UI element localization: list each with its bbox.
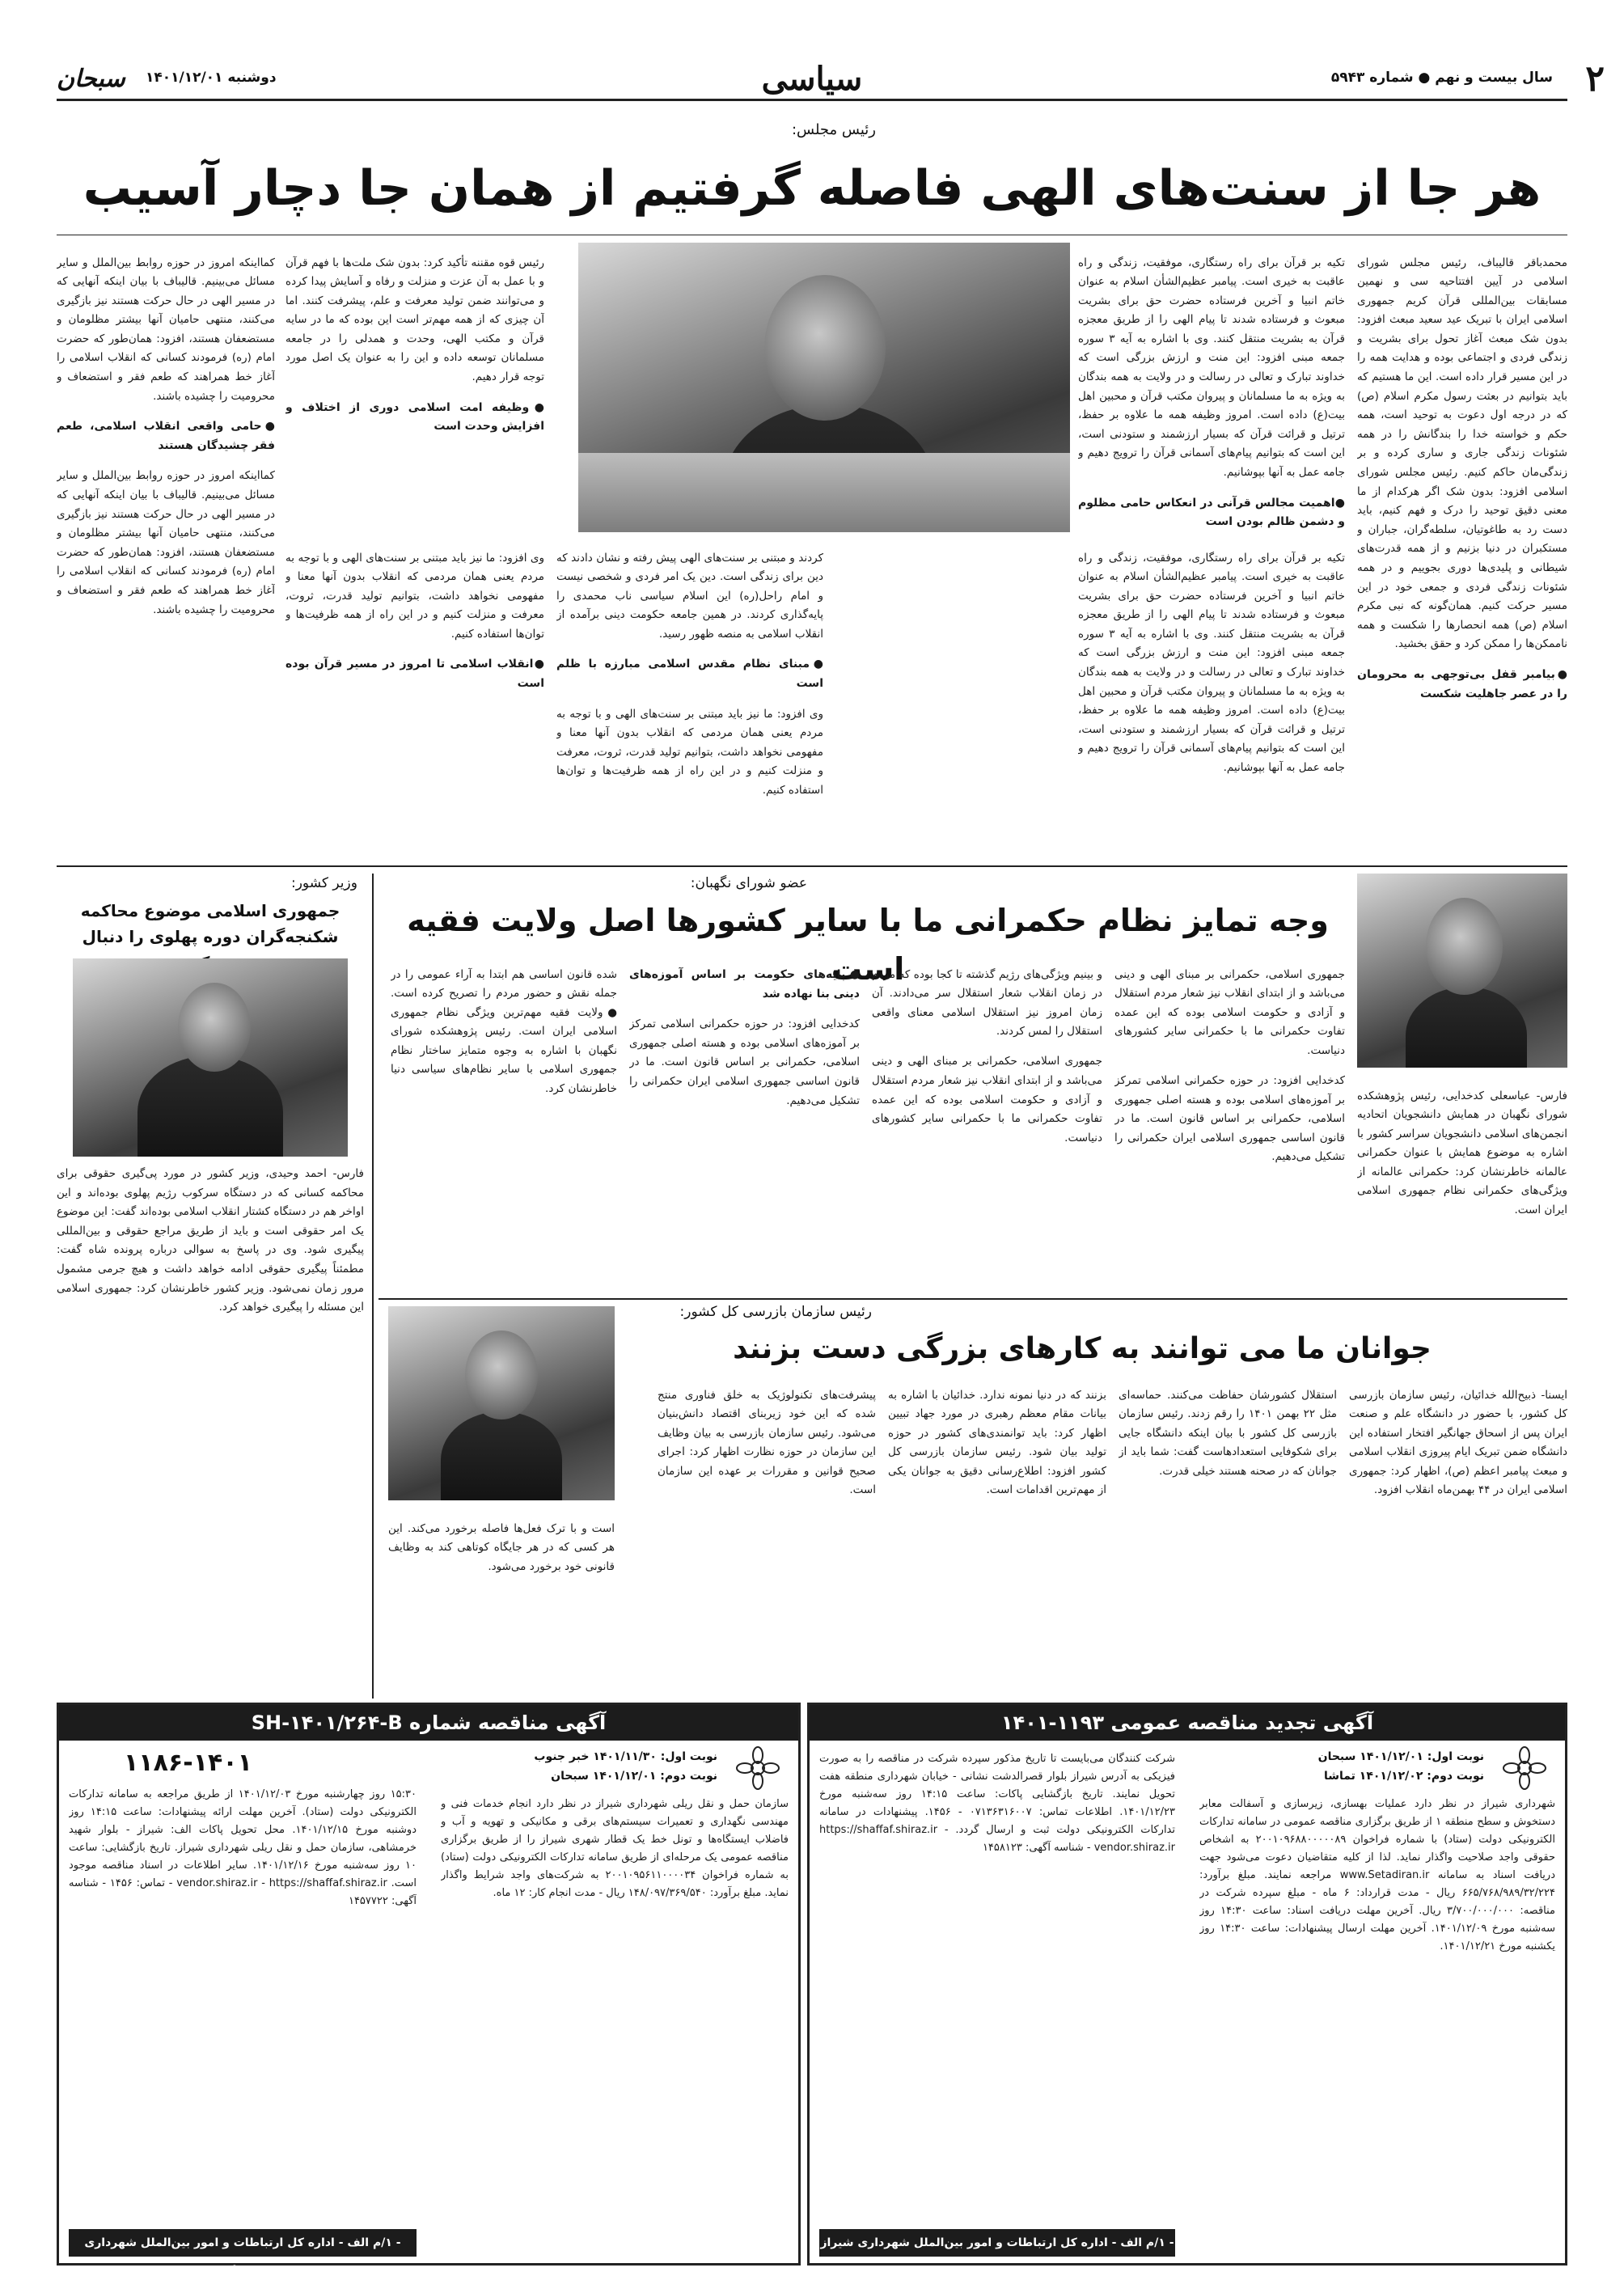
tender-footer: - ۱/م الف - اداره کل ارتباطات و امور بین‌الملل شهرداری شیراز (819, 2229, 1175, 2257)
article2-kicker: عضو شورای نگهبان: (690, 875, 807, 891)
issue-date: دوشنبه ۱۴۰۱/۱۲/۰۱ (146, 70, 277, 86)
page-header (0, 0, 1624, 113)
article2-paragraph: کدخدایی افزود: در حوزه حکمرانی اسلامی تمرکز بر آموزه‌های اسلامی بوده و هسته اصلی جمهوری اسلامی، حکمرانی بر اساس قانون است. ما در قانون اساسی جمهوری اسلامی ایران حکمرانی را تشکیل می‌دهیم. (1114, 1073, 1345, 1164)
tender-body-2: شرکت کنندگان می‌بایست تا تاریخ مذکور سپرده شرکت در مناقصه را به صورت فیزیکی به آدرس شیراز بلوار قصرالدشت نشانی - خیابان شهرداری منطقه هفت تحویل نمایند. تاریخ بازگشایی پاکات: ساعت ۱۴:۱۵ روز سه‌شنبه مورخ ۱۴۰۱/۱۲/۲۳. اطلاعات تماس: ۰۷۱۳۶۳۱۶۰۰۷ - ۱۴۵۶. پیشنهادات در سامانه تدارکات الکترونیکی دولت ثبت و ارسال گردد. https://shaffaf.shiraz.ir - vendor.shiraz.ir - شناسه آگهی: ۱۴۵۸۱۲۳ (819, 1753, 1175, 1854)
article3-paragraph: بزنند که در دنیا نمونه ندارد. خدائیان با اشاره به بیانات مقام معظم رهبری در مورد جهاد تبیین اظهار کرد: باید توانمندی‌های کشور در حوزه تولید بیان شود. رئیس سازمان بازرسی کل کشور افزود: اطلاع‌رسانی دقیق به جوانان یکی از مهم‌ترین اقدامات است. (888, 1388, 1106, 1497)
article3-col-1 (1349, 1375, 1567, 1694)
main-col-3 (1078, 538, 1345, 821)
tender-notice-1: نوبت اول: ۱۴۰۱/۱۱/۳۰ خبر جنوب (534, 1750, 717, 1763)
main-headline: هر جا از سنت‌های الهی فاصله گرفتیم از همان جا دچار آسیب (82, 160, 1542, 217)
article3-paragraph: ایسنا- ذبیح‌الله خدائیان، رئیس سازمان بازرسی کل کشور، با حضور در دانشگاه علم و صنعت ایران پس از اسحاق جهانگیر افتخار استفاده این دانشگاه ضمن تبریک ایام پیروزی انقلاب اسلامی و مبعث پیامبر اعظم (ص)، اظهار کرد: جمهوری اسلامی ایران در ۴۴ بهمن‌ماه انقلاب افزود. (1349, 1388, 1567, 1497)
article3-headline: جوانان ما می توانند به کارهای بزرگی دست بزنند (733, 1332, 1432, 1365)
tender-subtitle: ۱۱۸۶-۱۴۰۱ (124, 1749, 252, 1777)
main-col-2 (1078, 243, 1345, 534)
khodaian-photo (388, 1306, 615, 1500)
municipality-flower-icon (725, 1745, 790, 1794)
main-col-6 (285, 243, 544, 534)
article4-kicker: وزیر کشور: (291, 875, 357, 891)
main-subhead: ●اهمیت مجالس قرآنی در انعکاس حامی مظلوم و دشمن ظالم بودن است (1078, 496, 1345, 529)
main-col-1 (1357, 243, 1567, 821)
main-paragraph: تکیه بر قرآن برای راه رستگاری، موفقیت، زندگی و راه عاقبت به خیری است. پیامبر عظیم‌الشأن اسلام به عنوان خاتم انبیا و آخرین فرستاده حضرت حق برای بشریت مبعوث و فرستاده شدند تا پیام الهی را از طریق معجزه قرآن به بشریت منتقل کنند. وی با اشاره به آیه ۳ سوره جمعه مبنی افزود: این منت و ارزش بزرگی است که خداوند تبارک و تعالی در رسالت و در ولایت به همه بندگان به ویژه به ما مسلمانان و پیروان مکتب قرآن و محبین اهل بیت(ع) داده است. امروز وظیفه همه ما علاوه بر حفظ، ترتیل و قرائت قرآن که بسیار ارزشمند و ستودنی است، این است که بتوانیم پیام‌های آسمانی قرآن را ترویج دهیم و جامه عمل به آنها بپوشانیم. (1078, 551, 1345, 775)
main-col-4 (556, 538, 823, 821)
article2-paragraph: شده قانون اساسی هم ابتدا به آراء عمومی را در جمله نقش و حضور مردم را تصریح کرده است. ●ولایت فقیه مهم‌ترین ویژگی نظام جمهوری اسلامی ایران است. رئیس پژوهشکده شورای نگهبان با اشاره به وجوه متمایز ساختار نظام جمهوری اسلامی با سایر نظام‌های سیاسی دنیا خاطرنشان کرد. (391, 967, 617, 1096)
article2-headline: وجه تمایز نظام حکمرانی ما با سایر کشورها اصل ولایت فقیه است (407, 903, 1329, 987)
main-paragraph: محمدباقر قالیباف، رئیس مجلس شورای اسلامی در آیین افتتاحیه سی و نهمین مسابقات بین‌المللی قرآن کریم جمهوری اسلامی ایران با تبریک عید سعید مبعث افزود: بدون شک مبعث آغاز تحول برای بشریت و زندگی فردی و اجتماعی بوده و هدایت همه را در این مسیر قرار داده است. این ما هستیم که باید بتوانیم در بعثت رسول مکرم اسلام (ص) که در درجه اول دعوت به توحید است، همه حکم و خواسته خدا را بندگانش را در همه شئونات زندگی جاری و ساری کرده و بر زندگی‌مان حاکم کنیم. رئیس مجلس شورای اسلامی افزود: بدون شک اگر هرکدام از ما معنی دقیق توحید را درک و فهم کنیم، باید دست رد به طاغوتیان، سلطه‌گران، جباران و مستکبران در دنیا بزنیم و از همه قدرت‌های شیطانی و پلیدی‌ها دوری بجوییم و در همه شئونات زندگی فردی و جمعی خود در این مسیر حرکت کنیم. همان‌گونه که نبی مکرم اسلام (ص) همه انحصارها را شکست و همه ناممکن‌ها را ممکن کرد و حقق بخشید. (1357, 256, 1567, 651)
main-col-5 (285, 538, 544, 821)
article3-kicker: رئیس سازمان بازرسی کل کشور: (679, 1304, 872, 1320)
main-paragraph: کمااینکه امروز در حوزه روابط بین‌الملل و سایر مسائل می‌بینیم. قالیباف با بیان اینکه آنهایی که در مسیر الهی در حال حرکت هستند نیز بازگیری می‌کنند، منتهی حامیان آنها بیشتر مظلومان و مستضعفان هستند، افزود: همان‌طور که حضرت امام (ره) فرمودند کسانی که انقلاب اسلامی را آغاز خط همراهند که طعم فقر و استضعاف و محرومیت را چشیده باشند. (57, 256, 275, 403)
vahidi-photo (73, 958, 348, 1157)
main-paragraph: وی افزود: ما نیز باید مبتنی بر سنت‌های الهی و با توجه به مردم یعنی همان مردمی که انقلاب بدون آنها معنا و مفهومی نخواهد داشت، بتوانیم تولید قدرت، ثروت، معرفت و منزلت کنیم و در این راه از همه ظرفیت‌ها و توان‌ها استفاده کنیم. (285, 551, 544, 641)
article2-paragraph: جمهوری اسلامی، حکمرانی بر مبنای الهی و دینی می‌باشد و از ابتدای انقلاب نیز شعار مردم استقلال و آزادی و حکومت اسلامی بوده که این عمده تفاوت حکمرانی ما با حکمرانی سایر کشورهای دنیاست. (872, 1055, 1102, 1144)
article4-divider (372, 874, 374, 1699)
main-paragraph: کمااینکه امروز در حوزه روابط بین‌الملل و سایر مسائل می‌بینیم. قالیباف با بیان اینکه آنهایی که در مسیر الهی در حال حرکت هستند نیز بازگیری می‌کنند، منتهی حامیان آنها بیشتر مظلومان و مستضعفان هستند، افزود: همان‌طور که حضرت امام (ره) فرمودند کسانی که انقلاب اسلامی را آغاز خط همراهند که طعم فقر و استضعاف و محرومیت را چشیده باشند. (57, 469, 275, 616)
article2-subhead: ●پایه‌های حکومت بر اساس آموزه‌های دینی بنا نهاده شد (629, 968, 860, 1001)
tender-body-2: ۱۵:۳۰ روز چهارشنبه مورخ ۱۴۰۱/۱۲/۰۳ از طریق مراجعه به سامانه تدارکات الکترونیکی دولت (ستاد). آخرین مهلت ارائه پیشنهادات: ساعت ۱۴:۱۵ روز دوشنبه مورخ ۱۴۰۱/۱۲/۱۵. محل تحویل پاکات الف: شیراز - بلوار شهید خرمشاهی، سازمان حمل و نقل ریلی شهرداری شیراز. تاریخ بازگشایی: ساعت ۱۰ روز سه‌شنبه مورخ ۱۴۰۱/۱۲/۱۶. سایر اطلاعات در اسناد مناقصه موجود است. vendor.shiraz.ir - https://shaffaf.shiraz.ir - تماس: ۱۴۵۶ - شناسه آگهی: ۱۴۵۷۷۲۲ (69, 1788, 417, 1907)
article2-col-3 (872, 954, 1102, 1290)
tender-notice-2: نوبت دوم: ۱۴۰۱/۱۲/۰۱ سبحان (551, 1770, 717, 1783)
article4-headline: جمهوری اسلامی موضوع محاکمه شکنجه‌گران دوره پهلوی را دنبال (80, 901, 340, 946)
issue-info: سال بیست و نهم ● شماره ۵۹۴۳ (1330, 70, 1553, 86)
article3-paragraph: استقلال کشورشان حفاظت می‌کنند. حماسه‌ای مثل ۲۲ بهمن ۱۴۰۱ را رقم زدند. رئیس سازمان بازرسی کل کشور با بیان اینکه دانشگاه جایی برای شکوفایی استعدادهاست گفت: شما باید از جوانان که در صحنه هستند خیلی قدرت. (1119, 1388, 1337, 1478)
main-col-7 (57, 243, 275, 821)
tender-ad-right (807, 1703, 1567, 2266)
main-paragraph: وی افزود: ما نیز باید مبتنی بر سنت‌های الهی و با توجه به مردم یعنی همان مردمی که انقلاب بدون آنها معنا و مفهومی نخواهد داشت، بتوانیم تولید قدرت، ثروت، معرفت و منزلت کنیم و در این راه از همه ظرفیت‌ها و توان‌ها استفاده کنیم. (556, 707, 823, 797)
sobhan-logo: سبحان (57, 65, 125, 93)
tender-ad-title: آگهی مناقصه شماره SH-۱۴۰۱/۲۶۴-B (59, 1705, 798, 1741)
main-subhead: ●انقلاب اسلامی تا امروز در مسیر قرآن بوده است (285, 658, 544, 691)
tender-notice-1: نوبت اول: ۱۴۰۱/۱۲/۰۱ سبحان (1317, 1750, 1484, 1763)
article2-paragraph: جمهوری اسلامی، حکمرانی بر مبنای الهی و دینی می‌باشد و از ابتدای انقلاب نیز شعار مردم استقلال و آزادی و حکومت اسلامی بوده که این عمده تفاوت حکمرانی ما با حکمرانی سایر کشورهای دنیاست. (1114, 967, 1345, 1057)
article3-paragraph: است و با ترک فعل‌ها فاصله برخورد می‌کند. این هر کسی که در هر جایگاه کوتاهی کند به وظایف قانونی خود برخورد می‌شود. (388, 1521, 615, 1573)
kadkhodaei-photo (1357, 874, 1567, 1068)
main-paragraph: رئیس قوه مقننه تأکید کرد: بدون شک ملت‌ها با فهم قرآن و با عمل به آن عزت و منزلت و رفاه و آسایش پیدا کرده و می‌توانند ضمن تولید معرفت و علم، پیشرفت کنند. اما آن چیزی که از همه مهم‌تر است این بوده که ما در سایه قرآن و مکتب الهی، وحدت و همدلی را در جامعه مسلمانان توسعه داده و این را به عنوان یک اصل مورد توجه قرار دهیم. (285, 256, 544, 384)
tender-footer: - ۱/م الف - اداره کل ارتباطات و امور بین‌الملل شهرداری شیراز (69, 2229, 417, 2257)
article2-col-1 (1357, 1076, 1567, 1290)
main-subhead: ●وظیفه امت اسلامی دوری از اختلاف و افزایش وحدت است (285, 400, 544, 434)
tender-ad-left (57, 1703, 801, 2277)
main-paragraph: تکیه بر قرآن برای راه رستگاری، موفقیت، زندگی و راه عاقبت به خیری است. پیامبر عظیم‌الشأن اسلام به عنوان خاتم انبیا و آخرین فرستاده حضرت حق برای بشریت مبعوث و فرستاده شدند تا پیام الهی را از طریق معجزه قرآن به بشریت منتقل کنند. وی با اشاره به آیه ۳ سوره جمعه مبنی افزود: این منت و ارزش بزرگی است که خداوند تبارک و تعالی در رسالت و در ولایت به همه بندگان به ویژه به ما مسلمانان و پیروان مکتب قرآن و محبین اهل بیت(ع) داده است. امروز وظیفه همه ما علاوه بر حفظ، ترتیل و قرائت قرآن که بسیار ارزشمند و ستودنی است، این است که بتوانیم پیام‌های آسمانی قرآن را ترویج دهیم و جامه عمل به آنها بپوشانیم. (1078, 256, 1345, 480)
tender-body-1: سازمان حمل و نقل ریلی شهرداری شیراز در نظر دارد انجام خدمات فنی و مهندسی نگهداری و تعمیرات سیستم‌های برقی و مکانیکی و تهویه و آب و فاضلاب ایستگاه‌ها و تونل خط یک قطار شهری شیراز را از طریق برگزاری مناقصه عمومی یک مرحله‌ای از طریق سامانه تدارکات الکترونیکی دولت (ستاد) به شماره فراخوان ۲۰۰۱۰۹۵۶۱۱۰۰۰۰۳۴ به شرکت‌های واجد شرایط واگذار نماید. مبلغ برآورد: ۱۴۸/۰۹۷/۳۶۹/۵۴۰ ریال - مدت انجام کار: ۱۲ ماه. (441, 1798, 789, 1899)
section-title: سیاسی (761, 60, 863, 98)
main-kicker: رئیس مجلس: (791, 121, 876, 138)
main-paragraph: کردند و مبتنی بر سنت‌های الهی پیش رفته و نشان دادند که دین برای زندگی است. دین یک امر فردی و شخصی نیست و امام راحل(ره) این اسلام سیاسی ناب محمدی را پایه‌گذاری کردند. در همین جامعه حکومت دینی برآمده از انقلاب اسلامی به منصه ظهور رسید. (556, 551, 823, 641)
main-subhead: ●بیامبر قفل بی‌توجهی به محرومان را در عصر جاهلیت شکست (1357, 667, 1567, 700)
article3-col-4 (658, 1375, 876, 1694)
municipality-flower-icon (1492, 1745, 1557, 1794)
article2-paragraph: فارس- عباسعلی کدخدایی، رئیس پژوهشکده شورای نگهبان در همایش دانشجویان اتحادیه انجمن‌های اسلامی دانشجویان سراسر کشور با اشاره به موضوع همایش با عنوان حکمرانی عالمانه خاطرنشان کرد: حکمرانی عالمانه از ویژگی‌های حکمرانی نظام جمهوری اسلامی ایران است. (1357, 1089, 1567, 1217)
tender-notice-2: نوبت دوم: ۱۴۰۱/۱۲/۰۲ تماشا (1323, 1770, 1484, 1783)
article3-paragraph: پیشرفت‌های تکنولوژیک به خلق فناوری منتج شده که این خود زیربنای اقتصاد دانش‌بنیان می‌شود. رئیس سازمان بازرسی به بیان وظایف این سازمان در حوزه نظارت اظهار کرد: اجرای صحیح قوانین و مقررات بر عهده این سازمان است. (658, 1388, 876, 1497)
speaker-photo (578, 243, 1070, 532)
article2-col-2 (1114, 954, 1345, 1290)
article2-col-4 (629, 954, 860, 1290)
article4-body: فارس- احمد وحیدی، وزیر کشور در مورد پی‌گیری حقوقی برای محاکمه کسانی که در دستگاه سرکوب رژیم پهلوی بوده‌اند و این اواخر هم در دستگاه کشتار انقلاب اسلامی بوده‌اند گفت: این موضوع یک امر حقوقی است و باید از طریق مراجع حقوقی و بین‌المللی پیگیری شود. وی در پاسخ به سوالی درباره پرونده شاه گفت: مطمئناً پیگیری حقوقی ادامه خواهد داشت و هیچ جرمی مشمول مرور زمان نمی‌شود. وزیر کشور خاطرنشان کرد: جمهوری اسلامی این مسئله را پیگیری خواهد کرد. (57, 1167, 364, 1314)
main-divider (57, 865, 1567, 867)
tender-ad-title: آگهی تجدید مناقصه عمومی ۱۱۹۳-۱۴۰۱ (810, 1705, 1565, 1741)
article3-col-5 (388, 1508, 615, 1694)
main-subhead: ●حامی واقعی انقلاب اسلامی، طعم فقر چشیدگان هستند (57, 420, 275, 452)
article2-paragraph: کدخدایی افزود: در حوزه حکمرانی اسلامی تمرکز بر آموزه‌های اسلامی بوده و هسته اصلی جمهوری اسلامی، حکمرانی بر اساس قانون است. ما در قانون اساسی جمهوری اسلامی ایران حکمرانی را تشکیل می‌دهیم. (629, 1017, 860, 1107)
tender-body-1: شهرداری شیراز در نظر دارد عملیات بهسازی، زیرسازی و آسفالت معابر دستخوش و سطح منطقه ۱ از طریق برگزاری مناقصه عمومی در سامانه تدارکات الکترونیکی دولت (ستاد) با شماره فراخوان ۲۰۰۱۰۹۶۸۸۰۰۰۰۰۸۹ به اشخاص حقوقی واجد صلاحیت واگذار نماید. لذا از کلیه متقاضیان دعوت می‌شود جهت دریافت اسناد به سامانه www.Setadiran.ir مراجعه نمایند. مبلغ برآورد: ۶۶۵/۷۶۸/۹۸۹/۳۲/۲۲۴ ریال - مدت قرارداد: ۶ ماه - مبلغ سپرده شرکت در مناقصه: ۳/۷۰۰/۰۰۰/۰۰۰ ریال. آخرین مهلت دریافت اسناد: ساعت ۱۴:۳۰ روز سه‌شنبه مورخ ۱۴۰۱/۱۲/۰۹. آخرین مهلت ارسال پیشنهادات: ساعت ۱۴:۳۰ روز یکشنبه مورخ ۱۴۰۱/۱۲/۲۱. (1199, 1798, 1555, 1952)
article2-col-5 (391, 954, 617, 1290)
article3-col-2 (1119, 1375, 1337, 1694)
article3-col-3 (888, 1375, 1106, 1694)
page-number: ۲ (1585, 58, 1605, 99)
main-subhead: ●مبنای نظام مقدس اسلامی مبارزه با ظلم است (556, 658, 823, 691)
header-rule (57, 99, 1567, 101)
article2-paragraph: و بینیم ویژگی‌های رژیم گذشته تا کجا بوده که مردم در زمان انقلاب شعار استقلال سر می‌دادند. آن زمان امروز نیز استقلال اسلامی معنای واقعی استقلال را لمس کردند. (872, 967, 1102, 1039)
article3-divider (379, 1298, 1567, 1300)
